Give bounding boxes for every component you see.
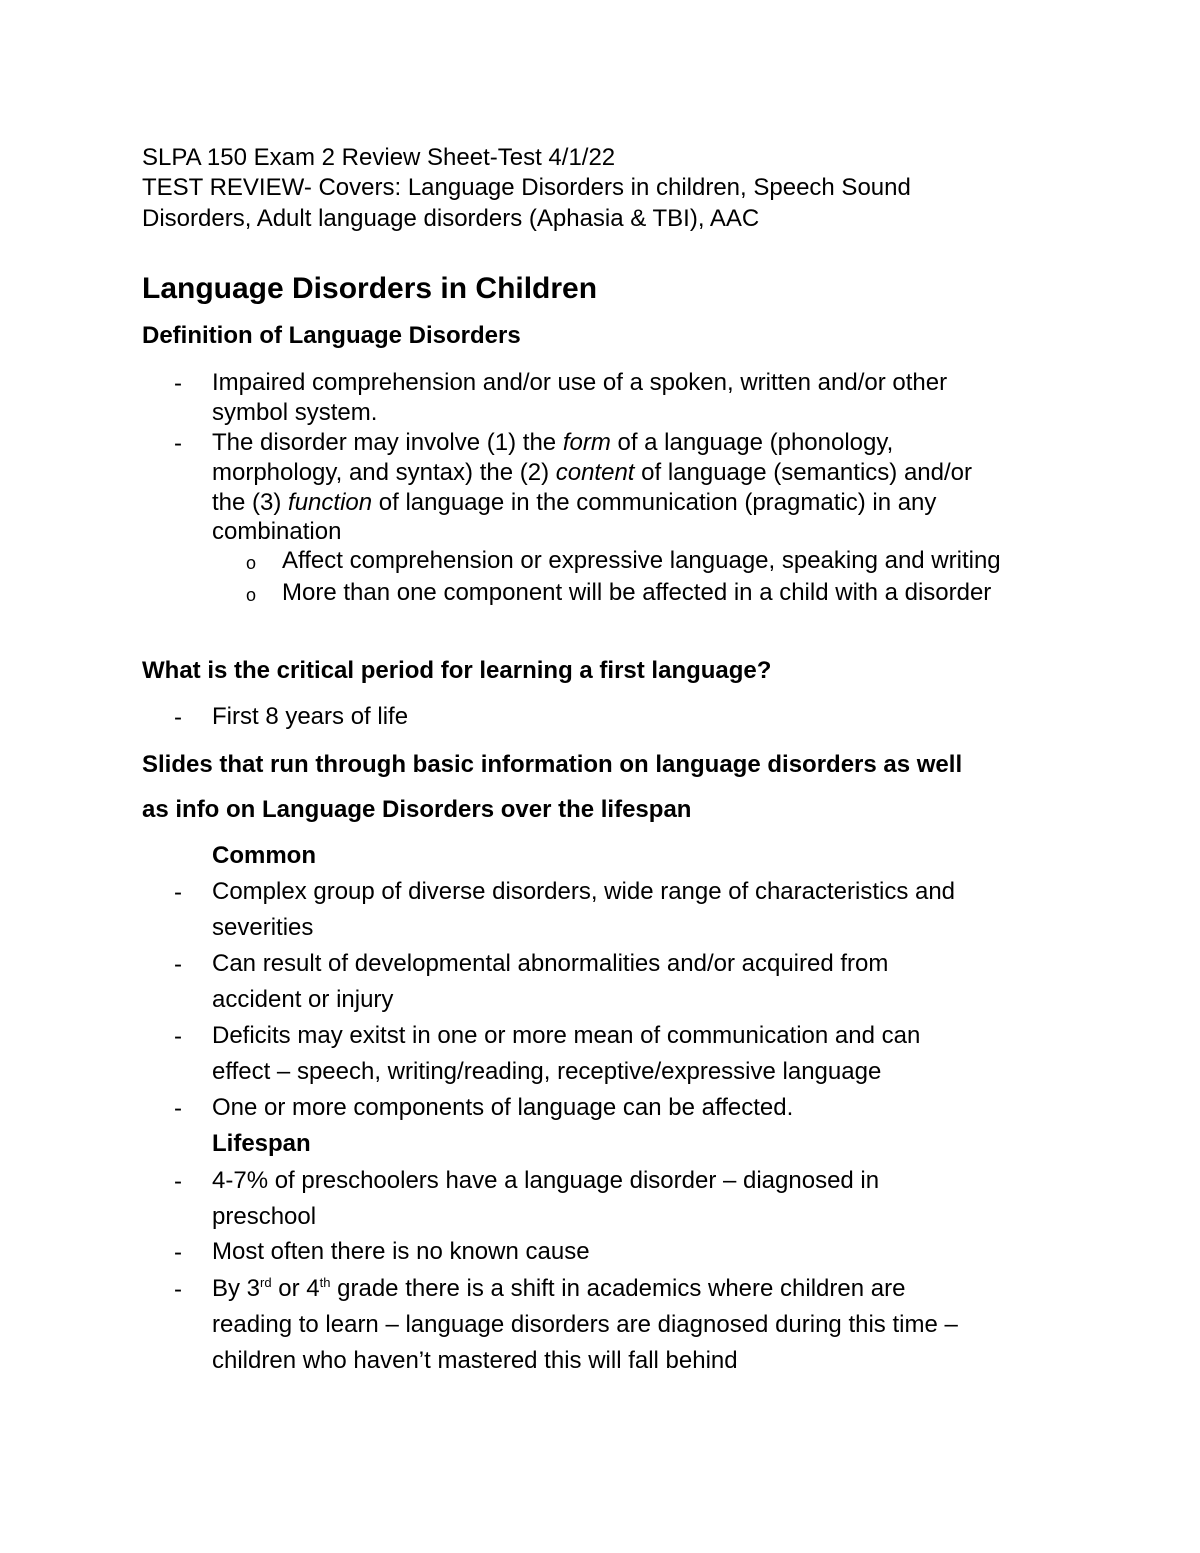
section-heading: Language Disorders in Children xyxy=(142,272,598,305)
doc-title: SLPA 150 Exam 2 Review Sheet-Test 4/1/22 xyxy=(142,144,616,171)
bullet-marker: - xyxy=(174,1168,182,1195)
definition-bullet-2-line-2: morphology, and syntax) the (2) content of language (semantics) and/or xyxy=(212,459,972,486)
common-bullet-1-line-2: severities xyxy=(212,914,314,941)
lifespan-bullet-3-line-1: By 3rd or 4th grade there is a shift in academics where children are xyxy=(212,1275,906,1302)
bullet-marker: - xyxy=(174,1023,182,1050)
definition-bullet-2-line-1: The disorder may involve (1) the form of a language (phonology, xyxy=(212,429,894,456)
critical-period-answer: First 8 years of life xyxy=(212,703,409,730)
sub-bullet-marker: o xyxy=(246,553,257,573)
slides-heading-line-1: Slides that run through basic information on language disorders as well xyxy=(142,751,963,778)
common-bullet-1-line-1: Complex group of diverse disorders, wide range of characteristics and xyxy=(212,878,956,905)
lifespan-bullet-1-line-1: 4-7% of preschoolers have a language disorder – diagnosed in xyxy=(212,1167,880,1194)
lifespan-bullet-1-line-2: preschool xyxy=(212,1203,317,1230)
covers-line-2: Disorders, Adult language disorders (Aphasia & TBI), AAC xyxy=(142,205,760,232)
common-bullet-3-line-1: Deficits may exitst in one or more mean of communication and can xyxy=(212,1022,921,1049)
lifespan-bullet-3-line-3: children who haven’t mastered this will fall behind xyxy=(212,1347,738,1374)
definition-heading: Definition of Language Disorders xyxy=(142,322,521,349)
bullet-marker: - xyxy=(174,1095,182,1122)
bullet-marker: - xyxy=(174,704,182,731)
common-bullet-2-line-2: accident or injury xyxy=(212,986,394,1013)
lifespan-bullet-2: Most often there is no known cause xyxy=(212,1238,590,1265)
bullet-marker: - xyxy=(174,1239,182,1266)
common-bullet-2-line-1: Can result of developmental abnormalities and/or acquired from xyxy=(212,950,889,977)
bullet-marker: - xyxy=(174,1276,182,1303)
common-heading: Common xyxy=(212,842,316,869)
definition-bullet-2-line-4: combination xyxy=(212,518,342,545)
sub-bullet-marker: o xyxy=(246,585,257,605)
bullet-marker: - xyxy=(174,430,182,457)
sub-bullet-2: More than one component will be affected in a child with a disorder xyxy=(282,579,992,606)
bullet-marker: - xyxy=(174,951,182,978)
definition-bullet-1-line-1: Impaired comprehension and/or use of a spoken, written and/or other xyxy=(212,369,948,396)
sub-bullet-1: Affect comprehension or expressive language, speaking and writing xyxy=(282,547,1001,574)
slides-heading-line-2: as info on Language Disorders over the lifespan xyxy=(142,796,692,823)
critical-period-question: What is the critical period for learning a first language? xyxy=(142,657,772,684)
common-bullet-3-line-2: effect – speech, writing/reading, receptive/expressive language xyxy=(212,1058,882,1085)
common-bullet-4: One or more components of language can be affected. xyxy=(212,1094,794,1121)
covers-line-1: TEST REVIEW- Covers: Language Disorders in children, Speech Sound xyxy=(142,174,911,201)
bullet-marker: - xyxy=(174,370,182,397)
definition-bullet-1-line-2: symbol system. xyxy=(212,399,378,426)
lifespan-heading: Lifespan xyxy=(212,1130,311,1157)
bullet-marker: - xyxy=(174,879,182,906)
lifespan-bullet-3-line-2: reading to learn – language disorders are diagnosed during this time – xyxy=(212,1311,958,1338)
definition-bullet-2-line-3: the (3) function of language in the communication (pragmatic) in any xyxy=(212,489,937,516)
